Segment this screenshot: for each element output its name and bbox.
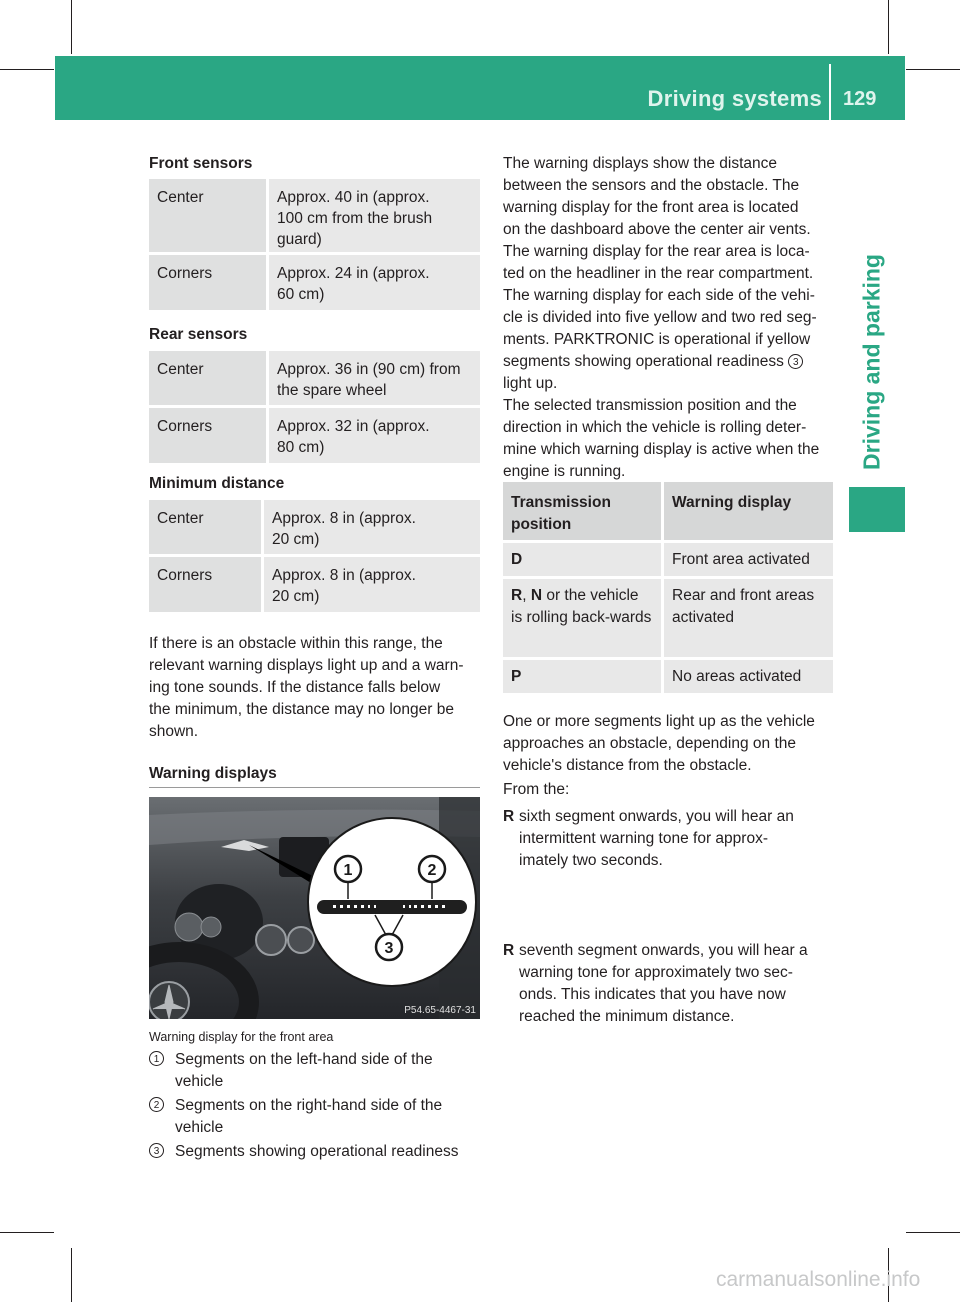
crop-mark (0, 1232, 54, 1233)
callout-3-label: 3 (384, 940, 394, 957)
header-cell: Transmission position (503, 482, 661, 540)
text-line: sixth segment onwards, you will hear an (519, 808, 794, 825)
minimum-distance-heading: Minimum distance (149, 475, 285, 492)
text-line: direction in which the vehicle is rolling deter- (503, 419, 807, 436)
table-header-row (503, 482, 833, 540)
table-row (149, 255, 480, 310)
table-row (149, 408, 480, 463)
text-line: between the sensors and the obstacle. The (503, 177, 800, 194)
position-letter: N (530, 587, 543, 604)
text-line: ments. PARKTRONIC is operational if yellow (503, 331, 811, 348)
bullet-mark: R (503, 808, 515, 825)
legend-item (149, 1049, 484, 1093)
text-line: The selected transmission position and the (503, 397, 797, 414)
section-title: Driving systems (647, 86, 822, 111)
dashboard-figure (149, 797, 480, 1019)
text-line: warning display for the front area is located (503, 199, 799, 216)
legend-text (175, 1095, 484, 1139)
header-separator (829, 64, 831, 120)
display-cell: No areas activated (664, 660, 833, 693)
text-line: cle is divided into five yellow and two red seg- (503, 309, 817, 326)
dashboard-illustration (149, 797, 480, 1019)
side-marker (849, 487, 905, 532)
text-line: If there is an obstacle within this range, the (149, 635, 443, 652)
text-line: One or more segments light up as the vehicle (503, 713, 815, 730)
row-value (264, 500, 480, 554)
text-line: The warning display for the rear area is loca- (503, 243, 810, 260)
transmission-paragraph (503, 395, 843, 483)
value-line: 100 cm from the brush (277, 210, 433, 227)
text-line: Segments on the left-hand side of the (175, 1051, 433, 1068)
row-value (269, 351, 480, 405)
text-line: ted on the headliner in the rear compartment. (503, 265, 814, 282)
value-line: 20 cm) (272, 531, 320, 548)
table-row (149, 557, 480, 612)
text-line: intermittent warning tone for approx- (519, 830, 768, 847)
text-line: reached the minimum distance. (519, 1008, 735, 1025)
front-sensors-heading: Front sensors (149, 155, 253, 172)
value-line: guard) (277, 231, 322, 248)
table-row (149, 351, 480, 405)
row-value (269, 179, 480, 252)
segments-paragraph (503, 285, 843, 395)
crop-mark (71, 1248, 72, 1302)
text-line: onds. This indicates that you have now (519, 986, 786, 1003)
text-line: vehicle's distance from the obstacle. (503, 757, 752, 774)
display-cell: Rear and front areas activated (664, 579, 833, 657)
text-line: Segments showing operational readiness (175, 1143, 459, 1160)
text-span: segments showing operational readiness (503, 353, 784, 370)
row-label: Corners (149, 557, 261, 612)
row-label: Corners (149, 408, 266, 463)
figure-code: P54.65-4467-31 (404, 1005, 476, 1016)
side-tab-label: Driving and parking (858, 254, 885, 470)
position-letter: D (511, 551, 523, 568)
legend-number: 2 (149, 1097, 164, 1112)
figure-caption: Warning display for the front area (149, 1030, 334, 1044)
display-cell: Front area activated (664, 543, 833, 576)
callout-2-label: 2 (427, 862, 437, 879)
text-line: mine which warning display is active when the (503, 441, 820, 458)
legend-number: 1 (149, 1051, 164, 1066)
row-label: Center (149, 500, 261, 554)
watermark: carmanualsonline.info (716, 1268, 921, 1291)
rear-sensors-table (149, 351, 480, 466)
legend-text (175, 1141, 484, 1163)
side-tab (842, 250, 902, 475)
bullet-item (503, 940, 854, 1028)
text-line: seventh segment onwards, you will hear a (519, 942, 808, 959)
table-row (503, 579, 833, 657)
text-span: , (522, 587, 531, 604)
text-line: light up. (503, 375, 558, 392)
text-span: or the vehicle is rolling back-wards (511, 587, 652, 626)
position-letter: P (511, 668, 522, 685)
row-label: Center (149, 179, 266, 252)
value-line: 80 cm) (277, 439, 325, 456)
transmission-table (503, 482, 833, 696)
row-value (269, 408, 480, 463)
value-line: Approx. 32 in (approx. (277, 418, 430, 435)
front-sensors-table (149, 179, 480, 313)
text-line: vehicle (175, 1073, 224, 1090)
text-line: Segments on the right-hand side of the (175, 1097, 443, 1114)
crop-mark (71, 0, 72, 54)
text-line: The warning display for each side of the vehi- (503, 287, 815, 304)
position-cell (503, 660, 661, 693)
approach-paragraph (503, 711, 843, 777)
row-value (264, 557, 480, 612)
page-number: 129 (843, 88, 877, 110)
table-row (503, 660, 833, 693)
crop-mark (0, 69, 54, 70)
value-line: the spare wheel (277, 382, 387, 399)
text-line: ing tone sounds. If the distance falls below (149, 679, 441, 696)
crop-mark (888, 0, 889, 54)
legend-item (149, 1095, 484, 1139)
legend-item (149, 1141, 484, 1163)
legend-number: 3 (149, 1143, 164, 1158)
row-value (269, 255, 480, 310)
header-cell: Warning display (664, 482, 833, 540)
value-line: 60 cm) (277, 286, 325, 303)
crop-mark (906, 1232, 960, 1233)
text-line: imately two seconds. (519, 852, 663, 869)
display-location-paragraph (503, 153, 843, 285)
rear-sensors-heading: Rear sensors (149, 326, 248, 343)
text-line: approaches an obstacle, depending on the (503, 735, 797, 752)
text-line: on the dashboard above the center air vents. (503, 221, 811, 238)
text-line: engine is running. (503, 463, 626, 480)
value-line: Approx. 8 in (approx. (272, 510, 416, 527)
bullet-mark: R (503, 942, 515, 959)
table-row (149, 179, 480, 252)
legend-text (175, 1049, 484, 1093)
bullet-item (503, 806, 854, 872)
warning-displays-heading: Warning displays (149, 765, 277, 782)
text-line: shown. (149, 723, 199, 740)
callout-1-label: 1 (343, 862, 353, 879)
minimum-distance-table (149, 500, 480, 615)
heading-rule (149, 787, 480, 788)
position-cell (503, 543, 661, 576)
position-cell (503, 579, 661, 657)
value-line: Approx. 40 in (approx. (277, 189, 430, 206)
row-label: Center (149, 351, 266, 405)
row-label: Corners (149, 255, 266, 310)
value-line: Approx. 36 in (90 cm) from (277, 361, 461, 378)
text-line: vehicle (175, 1119, 224, 1136)
value-line: Approx. 8 in (approx. (272, 567, 416, 584)
value-line: Approx. 24 in (approx. (277, 265, 430, 282)
text-line: the minimum, the distance may no longer be (149, 701, 454, 718)
reference-number: 3 (788, 354, 803, 369)
table-row (149, 500, 480, 554)
obstacle-paragraph (149, 633, 489, 743)
crop-mark (906, 69, 960, 70)
text-line: relevant warning displays light up and a warn- (149, 657, 464, 674)
from-the-label: From the: (503, 781, 570, 798)
text-line: The warning displays show the distance (503, 155, 777, 172)
text-line: warning tone for approximately two sec- (519, 964, 793, 981)
text-line (503, 351, 843, 373)
position-letter: R (511, 587, 523, 604)
value-line: 20 cm) (272, 588, 320, 605)
table-row (503, 543, 833, 576)
